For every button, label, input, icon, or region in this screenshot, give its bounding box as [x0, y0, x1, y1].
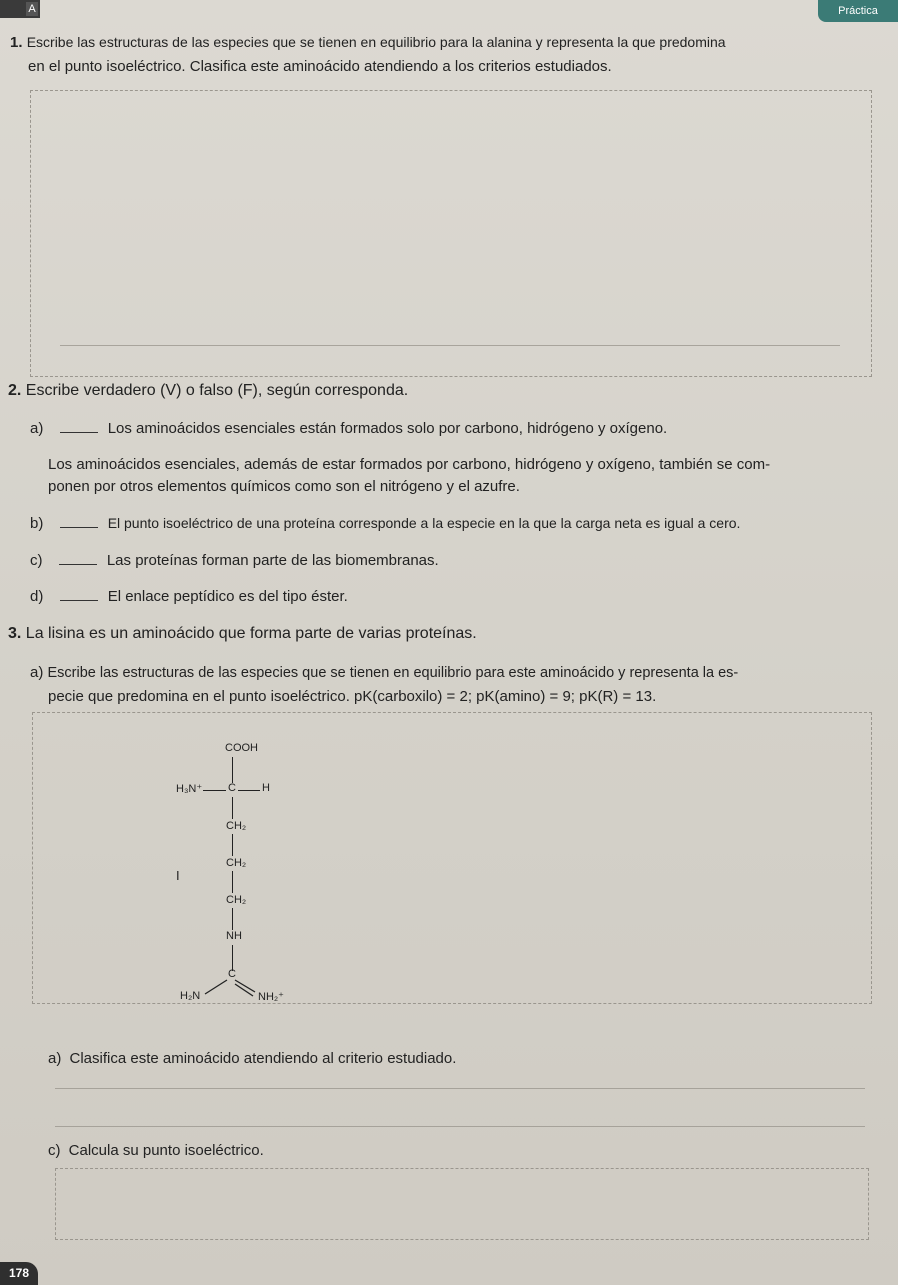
question-2-title-row [8, 382, 408, 400]
question-3-intro: La lisina es un aminoácido que forma parte de varias proteínas. [25, 625, 477, 642]
question-1-line-1 [10, 34, 726, 51]
q2-item-a [30, 420, 667, 437]
question-1-text-1: Escribe las estructuras de las especies que se tienen en equilibrio para la alanina y representa la que predomina [26, 34, 726, 50]
question-1-answer-box[interactable] [30, 90, 872, 377]
q2-item-d [30, 588, 348, 605]
q2-item-c [30, 552, 439, 569]
q2-item-a-blank[interactable] [60, 420, 98, 433]
bond-ch2-ch2-2 [232, 871, 233, 893]
bond-c-cooh [232, 757, 233, 783]
q2-item-b-text: El punto isoeléctrico de una proteína corresponde a la especie en la que la carga neta es igual a cero. [107, 515, 741, 531]
alpha-c-label: C [228, 782, 236, 794]
q3-classify-row [48, 1050, 456, 1067]
question-3-intro-row [8, 625, 477, 643]
q3-classify-text: Clasifica este aminoácido atendiendo al criterio estudiado. [69, 1050, 457, 1067]
question-2-title: Escribe verdadero (V) o falso (F), según corresponda. [25, 382, 409, 399]
answer-guide-line [60, 345, 840, 346]
chapter-tab [0, 0, 40, 18]
question-1-text-2: en el punto isoeléctrico. Clasifica este aminoácido atendiendo a los criterios estudiados. [28, 58, 612, 75]
ch2-label-2: CH₂ [226, 857, 247, 869]
q3-classify-answer-line-2[interactable] [55, 1126, 865, 1127]
bond-c-h [238, 790, 260, 791]
ch2-label-1: CH₂ [226, 820, 247, 832]
q2-item-d-letter: d) [30, 588, 44, 605]
q2-item-d-blank[interactable] [60, 588, 98, 601]
h2n-label: H₂N [180, 990, 201, 1002]
q2-item-d-text: El enlace peptídico es del tipo éster. [107, 588, 348, 605]
h-label: H [262, 782, 270, 794]
q3-isoelectric-text: Calcula su punto isoeléctrico. [68, 1142, 264, 1159]
q2-item-a-text: Los aminoácidos esenciales están formados solo por carbono, hidrógeno y oxígeno. [107, 420, 668, 437]
q3-classify-answer-line-1[interactable] [55, 1088, 865, 1089]
section-badge: Práctica [818, 0, 898, 22]
q2-item-c-letter: c) [30, 552, 43, 569]
q3-part-a-letter: a) [30, 664, 44, 681]
bond-c-ch2-1 [232, 797, 233, 819]
question-2-number: 2. [8, 382, 22, 399]
nh2plus-label: NH₂⁺ [258, 991, 284, 1003]
q2-item-c-text: Las proteínas forman parte de las biomembranas. [106, 552, 439, 569]
ch2-label-3: CH₂ [226, 894, 247, 906]
bond-ch2-ch2-1 [232, 834, 233, 856]
question-1-number: 1. [10, 34, 23, 51]
q3-isoelectric-row [48, 1142, 264, 1159]
q3-isoelectric-letter: c) [48, 1142, 61, 1159]
guanidine-bonds [195, 972, 265, 998]
bond-ch2-nh [232, 908, 233, 930]
q3-isoelectric-answer-box[interactable] [55, 1168, 869, 1240]
h3n-label: H₃N⁺ [176, 783, 203, 795]
q2-answer-a-line-1: Los aminoácidos esenciales, además de estar formados por carbono, hidrógeno y oxígeno, también se com- [48, 456, 771, 473]
question-3-number: 3. [8, 625, 22, 642]
cooh-label: COOH [225, 742, 258, 754]
guanidine-c-label: C [228, 968, 236, 980]
q2-item-b-blank[interactable] [60, 515, 98, 528]
q3-part-a-line-1 [30, 664, 738, 681]
page-number: 178 [0, 1262, 38, 1285]
q2-answer-a-line-2: ponen por otros elementos químicos como son el nitrógeno y el azufre. [48, 478, 520, 495]
q2-item-c-blank[interactable] [59, 552, 97, 565]
q3-classify-letter: a) [48, 1050, 62, 1067]
nh-label: NH [226, 930, 242, 942]
chapter-tab-letter: A [26, 2, 38, 16]
q3-part-a-text-1: Escribe las estructuras de las especies que se tienen en equilibrio para este aminoácido y representa la es- [47, 665, 739, 681]
bond-n-c [203, 790, 226, 791]
q2-item-b [30, 515, 740, 532]
q2-item-b-letter: b) [30, 515, 44, 532]
q3-part-a-answer-box[interactable] [32, 712, 872, 1004]
q3-part-a-text-2: pecie que predomina en el punto isoeléctrico. pK(carboxilo) = 2; pK(amino) = 9; pK(R) = 13. [48, 688, 657, 705]
q2-item-a-letter: a) [30, 420, 44, 437]
roman-numeral-label: I [176, 868, 180, 883]
